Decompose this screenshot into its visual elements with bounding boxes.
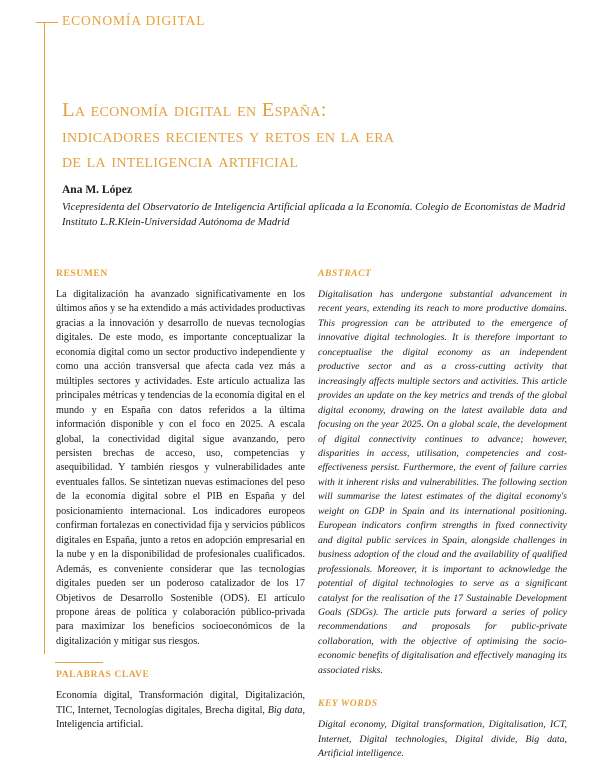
header-rule-horizontal [36,22,58,23]
palabras-clave-heading: PALABRAS CLAVE [56,669,150,681]
author-affiliation-1: Vicepresidenta del Observatorio de Inteligencia Artificial aplicada a la Economía. Colegio de Economistas de Madrid [62,202,566,213]
author-affiliation-2: Instituto L.R.Klein-Universidad Autónoma de Madrid [62,216,290,228]
keywords-en-after: , Artificial intelligence. [318,733,567,760]
resumen-heading: RESUMEN [56,268,108,279]
keywords-es-after: , Inteligencia artificial. [56,704,306,731]
keywords-es-italic: Big data [267,704,303,716]
title-line-2: indicadores recientes y retos en la era [62,124,395,147]
keywords-en-italic: Big data [525,733,565,745]
abstract-columns [56,268,568,762]
keywords-en-before: Digital economy, Digital transformation, Digitalisation, ICT, Internet, Digital technologies, Digital divide, [318,719,567,745]
page-rule-vertical [44,22,45,654]
resumen-text: La digitalización ha avanzado significativamente en los últimos años y se ha extendido a más actividades productivas gracias a la innovación y desarrollo de nuevas tecnologías digitales. De este modo, es importante conceptualizar la economía digital como un sector productivo independiente y como una acción transversal que afecta cada vez más a múltiples sectores y actividades. Este artículo actualiza las principales métricas y tendencias de la economía digital en el mundo y en España con datos referidos a la última información disponible y con el foco en 2025. A escala global, la conectividad digital sigue avanzando, pero persisten brechas de acceso, uso, competencias y asequibilidad. Y también riesgos y vulnerabilidades ante eventuales fallos. Se sintetizan nuevas estimaciones del peso de la economía digital sobre el PIB en España y del posicionamiento internacional. Los indicadores europeos confirman fortalezas en conectividad fija y servicios públicos digitales en España, junto a retos en adopción empresarial en la nube y en la disponibilidad de profesionales cualificados. Además, es conveniente considerar que las tecnologías digitales pueden ser un poderoso catalizador de los 17 Objetivos de Desarrollo Sostenible (ODS). El artículo propone áreas de política y colaboración público-privada para maximizar los beneficios socioeconómicos de la digitalización y mitigar sus riesgos. [56,289,305,647]
column-english [318,268,567,762]
key-words-heading: KEY WORDS [318,698,378,710]
abstract-text: Digitalisation has undergone substantial advancement in recent years, extending its reach to more productive domains. This progression can be attributed to the emergence of innovative digital technologies. It is therefore important to conceptualise the digital economy as an independent productive sector and as a cross-cutting activity that increasingly affects multiple sectors and activities. This article provides an update on the key metrics and trends of the global digital economy, drawing on the latest available data and focusing on the year 2025. On a global scale, the development of digital connectivity continues to advance; however, disparities in access, utilisation, competencies and cost-effectiveness persist. Furthermore, the event of failure carries with it inherent risks and vulnerabilities. The following section will summarise the latest estimates of the digital economy's weight on GDP in Spain and its international positioning. European indicators confirm strengths in fixed connectivity and digital public services in Spain, alongside challenges in business adoption of the cloud and the availability of qualified professionals. Moreover, it is important to acknowledge the potential of digital technologies to serve as a significant catalyst for the realisation of the 17 Sustainable Development Goals (SDGs). The article puts forward a series of policy recommendations and proposals for public-private collaboration, with the objective of optimising the socio-economic benefits of digitalisation and effectively managing its associated risks. [318,289,567,676]
author-name: Ana M. López [62,184,132,196]
title-line-3: de la inteligencia artificial [62,150,299,172]
palabras-clave-text [56,689,305,732]
column-spanish [56,268,305,762]
author-block [62,183,567,230]
title-line-1: La economía digital en España: [62,99,327,121]
keywords-es-before: Economía digital, Transformación digital, Digitalización, TIC, Internet, Tecnologías digitales, Brecha digital, [56,690,305,716]
key-words-text [318,718,567,761]
abstract-heading: ABSTRACT [318,268,372,279]
running-head: ECONOMÍA DIGITAL [62,13,206,28]
page-title [62,98,562,175]
